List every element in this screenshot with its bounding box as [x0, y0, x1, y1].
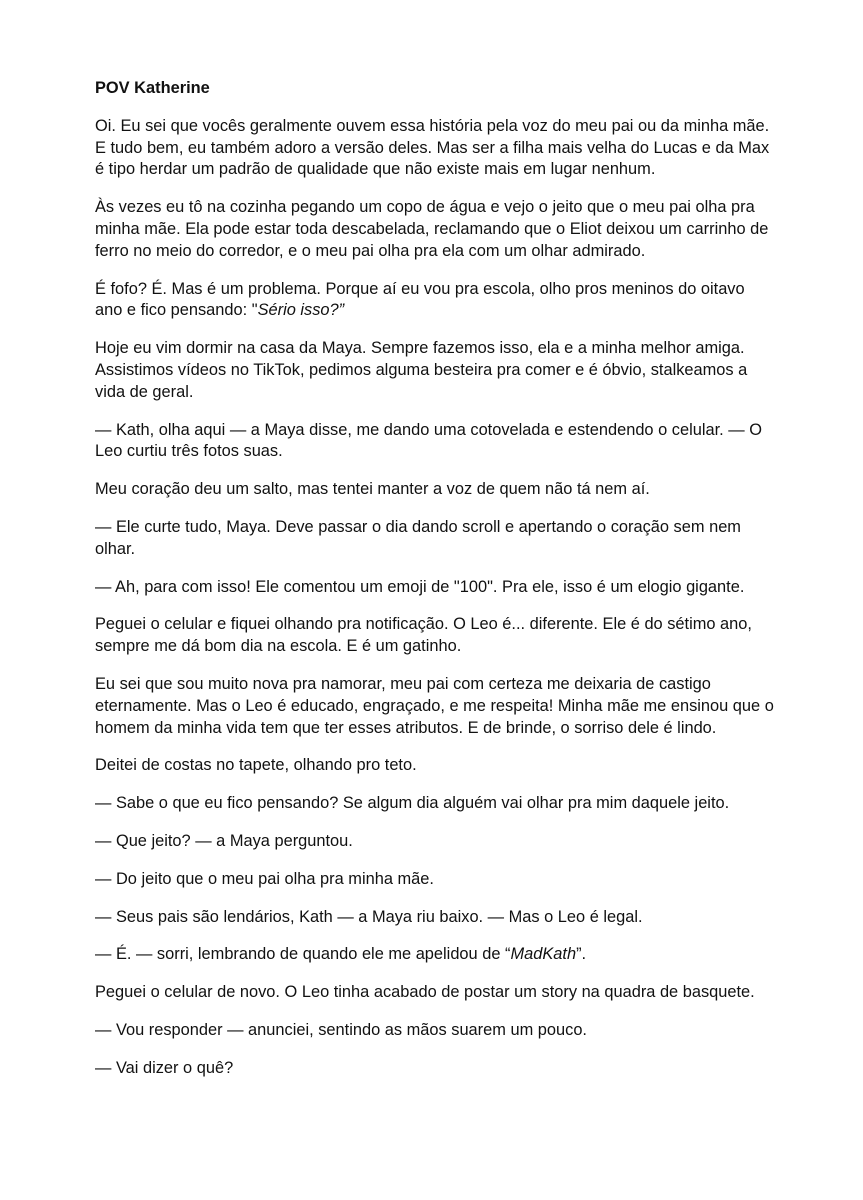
paragraph-18: — Vou responder — anunciei, sentindo as mãos suarem um pouco.	[95, 1020, 587, 1039]
paragraph-9: Peguei o celular e fiquei olhando pra notificação. O Leo é... diferente. Ele é do sétimo ano, sempre me dá bom dia na escola. E é um gatinho.	[95, 615, 752, 656]
paragraph-16-text: — É. — sorri, lembrando de quando ele me apelidou de “	[95, 945, 511, 964]
paragraph-3-text: É fofo? É. Mas é um problema. Porque aí eu vou pra escola, olho pros meninos do oitavo ano e fico pensando: "	[95, 279, 745, 320]
paragraph-6: Meu coração deu um salto, mas tentei manter a voz de quem não tá nem aí.	[95, 480, 650, 499]
document-title: POV Katherine	[95, 79, 210, 97]
paragraph-8: — Ah, para com isso! Ele comentou um emoji de "100". Pra ele, isso é um elogio gigante.	[95, 577, 745, 596]
paragraph-13: — Que jeito? — a Maya perguntou.	[95, 831, 353, 850]
document-page	[95, 78, 775, 1096]
paragraph-14: — Do jeito que o meu pai olha pra minha mãe.	[95, 869, 434, 888]
paragraph-7: — Ele curte tudo, Maya. Deve passar o dia dando scroll e apertando o coração sem nem olhar.	[95, 517, 741, 558]
paragraph-3-italic: Sério isso?”	[257, 301, 345, 320]
paragraph-3	[95, 279, 775, 323]
paragraph-15: — Seus pais são lendários, Kath — a Maya riu baixo. — Mas o Leo é legal.	[95, 907, 643, 926]
paragraph-1: Oi. Eu sei que vocês geralmente ouvem essa história pela voz do meu pai ou da minha mãe. E tudo bem, eu também adoro a versão deles. Mas ser a filha mais velha do Lucas e da Max é tipo herdar um padrão de qualidade que não existe mais em lugar nenhum.	[95, 116, 770, 179]
paragraph-16-after: ”.	[576, 945, 587, 964]
paragraph-5: — Kath, olha aqui — a Maya disse, me dando uma cotovelada e estendendo o celular. — O Leo curtiu três fotos suas.	[95, 420, 762, 461]
paragraph-4: Hoje eu vim dormir na casa da Maya. Sempre fazemos isso, ela e a minha melhor amiga. Assistimos vídeos no TikTok, pedimos alguma besteira pra comer e é óbvio, stalkeamos a vida de geral.	[95, 339, 748, 401]
paragraph-16	[95, 944, 775, 966]
paragraph-19: — Vai dizer o quê?	[95, 1058, 234, 1077]
paragraph-2: Às vezes eu tô na cozinha pegando um copo de água e vejo o jeito que o meu pai olha pra minha mãe. Ela pode estar toda descabelada, reclamando que o Eliot deixou um carrinho de ferro no meio do corredor, e o meu pai olha pra ela com um olhar admirado.	[95, 198, 769, 260]
paragraph-10: Eu sei que sou muito nova pra namorar, meu pai com certeza me deixaria de castigo eternamente. Mas o Leo é educado, engraçado, e me respeita! Minha mãe me ensinou que o homem da minha vida tem que ter esses atributos. E de brinde, o sorriso dele é lindo.	[95, 674, 774, 737]
paragraph-11: Deitei de costas no tapete, olhando pro teto.	[95, 756, 417, 775]
paragraph-17: Peguei o celular de novo. O Leo tinha acabado de postar um story na quadra de basquete.	[95, 983, 755, 1002]
paragraph-12: — Sabe o que eu fico pensando? Se algum dia alguém vai olhar pra mim daquele jeito.	[95, 794, 730, 813]
paragraph-16-italic: MadKath	[510, 945, 577, 964]
